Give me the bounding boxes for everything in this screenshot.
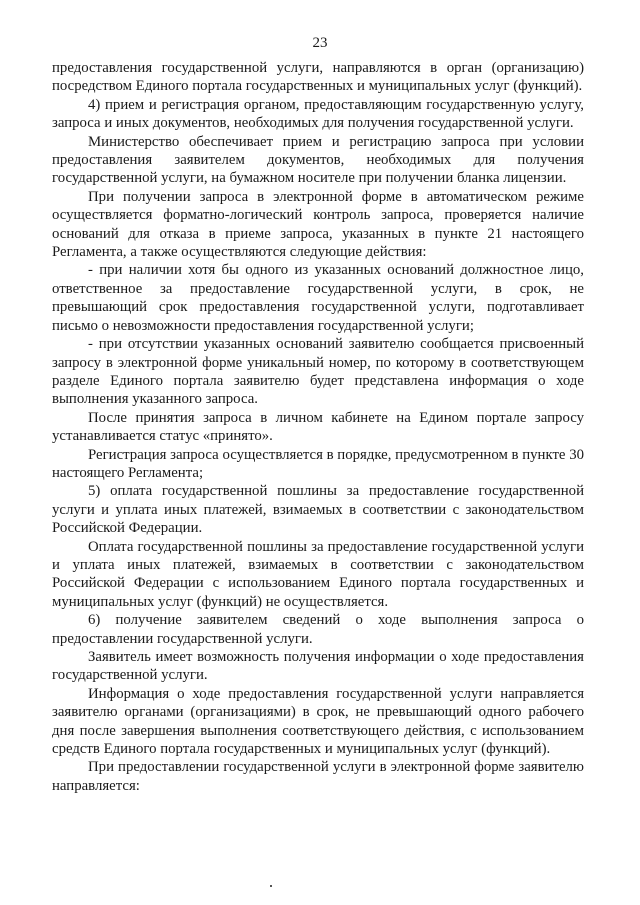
page-number: 23 [312,35,328,51]
paragraph-7: После принятия запроса в личном кабинете на Едином портале запросу устанавливается статус «принято». [52,409,584,445]
paragraph-8: Регистрация запроса осуществляется в порядке, предусмотренном в пункте 30 настоящего Регламента; [52,446,584,481]
paragraph-12: Заявитель имеет возможность получения информации о ходе предоставления государственной услуги. [52,649,584,684]
paragraph-3: Министерство обеспечивает прием и регистрацию запроса при условии предоставления заявителем документов, необходимых для получения государственной услуги, на бумажном носителе при получении бланка лицензии. [52,133,584,187]
scan-speck [270,885,272,887]
paragraph-9: 5) оплата государственной пошлины за предоставление государственной услуги и уплата иных платежей, взимаемых в соответствии с законодательством Российской Федерации. [52,483,584,537]
paragraph-10: Оплата государственной пошлины за предоставление государственной услуги и уплата иных платежей, взимаемых в соответствии с законодательством Российской Федерации с использованием Единого портала государственных и муниципальных услуг (функций) не осуществляется. [52,538,584,610]
paragraph-13: Информация о ходе предоставления государственной услуги направляется заявителю органами (организациями) в срок, не превышающий одного рабочего дня после завершения выполнения соответствующего действия, с использованием средств Единого портала государственных и муниципальных услуг (функций). [52,685,584,758]
paragraph-14: При предоставлении государственной услуги в электронной форме заявителю направляется: [52,759,584,794]
paragraph-4: При получении запроса в электронной форме в автоматическом режиме осуществляется форматно-логический контроль запроса, проверяется наличие оснований для отказа в приеме запроса, указанных в пункте 21 настоящего Регламента, а также осуществляются следующие действия: [52,188,584,261]
paragraph-11: 6) получение заявителем сведений о ходе выполнения запроса о предоставлении государственной услуги. [52,612,584,647]
document-body [52,59,584,795]
paragraph-1: предоставления государственной услуги, направляются в орган (организацию) посредством Единого портала государственных и муниципальных услуг (функций). [52,60,584,95]
paragraph-2: 4) прием и регистрация органом, предоставляющим государственную услугу, запроса и иных документов, необходимых для получения государственной услуги. [52,96,584,132]
paragraph-6: - при отсутствии указанных оснований заявителю сообщается присвоенный запросу в электронной форме уникальный номер, по которому в соответствующем разделе Единого портала заявителю будет представлена информация о ходе выполнения указанного запроса. [52,336,584,408]
paragraph-5: - при наличии хотя бы одного из указанных оснований должностное лицо, ответственное за предоставление государственной услуги, в срок, не превышающий срок предоставления государственной услуги, подготавливает письмо о невозможности предоставления государственной услуги; [52,262,584,334]
